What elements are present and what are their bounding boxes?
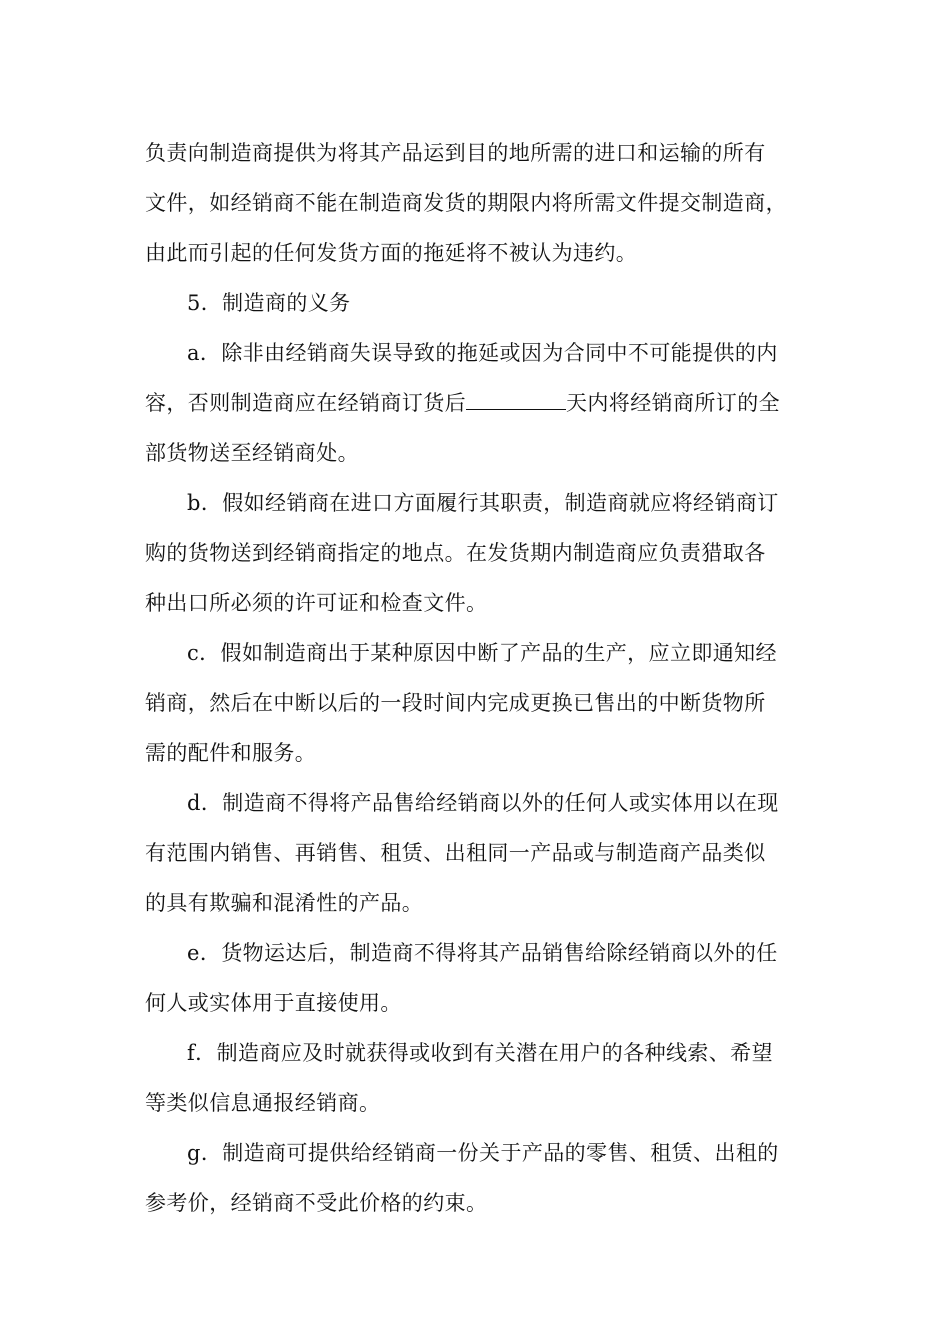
text-segment: 天内将经销商所订的全 <box>566 391 780 415</box>
text-line: g．制造商可提供给经销商一份关于产品的零售、租赁、出租的 <box>187 1141 779 1165</box>
text-line: 由此而引起的任何发货方面的拖延将不被认为违约。 <box>145 241 638 265</box>
section-heading-5 <box>145 278 810 328</box>
text-line: a．除非由经销商失误导致的拖延或因为合同中不可能提供的内 <box>187 341 778 365</box>
text-line: 等类似信息通报经销商。 <box>145 1091 381 1115</box>
text-line: 种出口所必须的许可证和检查文件。 <box>145 591 488 615</box>
text-line: d．制造商不得将产品售给经销商以外的任何人或实体用以在现 <box>187 791 779 815</box>
text-line: 文件，如经销商不能在制造商发货的期限内将所需文件提交制造商， <box>145 191 787 215</box>
clause-c <box>145 628 810 778</box>
text-segment: 容，否则制造商应在经销商订货后 <box>145 391 466 415</box>
text-line: f．制造商应及时就获得或收到有关潜在用户的各种线索、希望 <box>187 1041 773 1065</box>
text-line: 的具有欺骗和混淆性的产品。 <box>145 891 424 915</box>
heading-text: 5．制造商的义务 <box>187 291 351 315</box>
text-line: 负责向制造商提供为将其产品运到目的地所需的进口和运输的所有 <box>145 141 766 165</box>
document-body <box>145 128 810 1228</box>
clause-f <box>145 1028 810 1128</box>
text-line: 需的配件和服务。 <box>145 741 317 765</box>
clause-a <box>145 328 810 478</box>
text-line: 部货物送至经销商处。 <box>145 441 359 465</box>
text-line: 有范围内销售、再销售、租赁、出租同一产品或与制造商产品类似 <box>145 841 766 865</box>
text-line: 参考价，经销商不受此价格的约束。 <box>145 1191 488 1215</box>
fill-in-blank[interactable] <box>466 391 566 410</box>
text-line: e．货物运达后，制造商不得将其产品销售给除经销商以外的任 <box>187 941 778 965</box>
text-line: c．假如制造商出于某种原因中断了产品的生产，应立即通知经 <box>187 641 777 665</box>
clause-e <box>145 928 810 1028</box>
clause-b <box>145 478 810 628</box>
text-line: 购的货物送到经销商指定的地点。在发货期内制造商应负责猎取各 <box>145 541 766 565</box>
text-line-with-blank <box>145 378 810 428</box>
paragraph-continuation <box>145 128 810 278</box>
text-line: 销商，然后在中断以后的一段时间内完成更换已售出的中断货物所 <box>145 691 766 715</box>
text-line: b．假如经销商在进口方面履行其职责，制造商就应将经销商订 <box>187 491 779 515</box>
clause-d <box>145 778 810 928</box>
text-line: 何人或实体用于直接使用。 <box>145 991 402 1015</box>
clause-g <box>145 1128 810 1228</box>
